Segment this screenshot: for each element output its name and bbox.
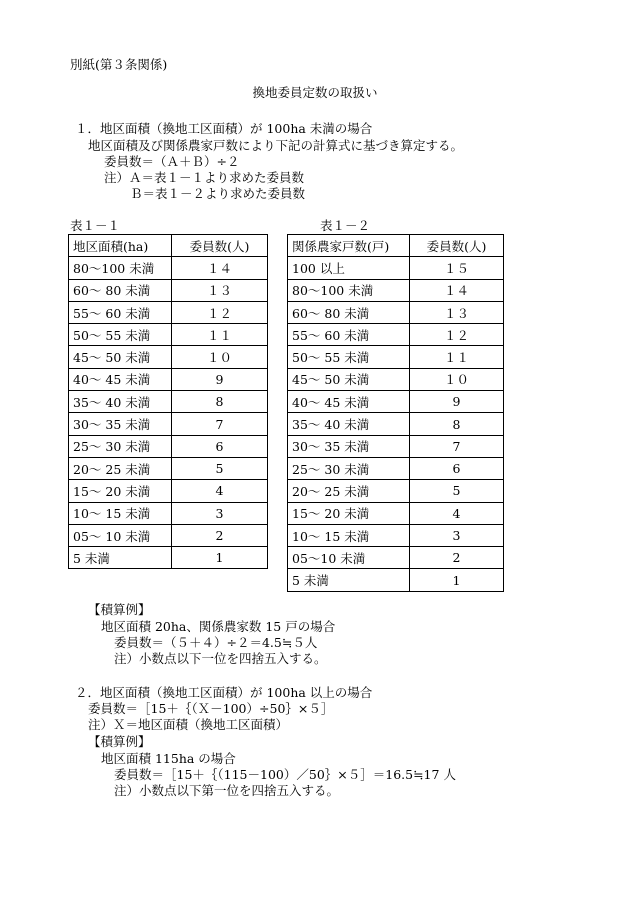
members-cell: １０ (410, 368, 504, 390)
members-cell: １０ (172, 346, 268, 368)
members-cell: １２ (172, 301, 268, 323)
table-row (288, 279, 504, 301)
example1-case: 地区面積 20ha、関係農家数 15 戸の場合 (101, 619, 336, 634)
members-cell: 8 (410, 413, 504, 435)
table-row (69, 480, 268, 502)
table1 (68, 234, 268, 569)
range-cell: 35～ 40 未満 (288, 413, 410, 435)
members-cell: １３ (172, 279, 268, 301)
members-cell: １１ (172, 324, 268, 346)
table-row (69, 368, 268, 390)
range-cell: 15～ 20 未満 (288, 502, 410, 524)
table-row (69, 279, 268, 301)
table2-caption: 表１－２ (320, 218, 371, 233)
range-cell: 45～ 50 未満 (69, 346, 172, 368)
members-cell: 1 (410, 569, 504, 591)
table-row (69, 413, 268, 435)
range-cell: 5 未満 (288, 569, 410, 591)
members-cell: 5 (172, 457, 268, 479)
members-cell: 7 (172, 413, 268, 435)
table-row (69, 457, 268, 479)
range-cell: 40～ 45 未満 (69, 368, 172, 390)
section1-formula: 委員数＝（Ａ＋Ｂ）÷２ (104, 154, 240, 169)
example2-note: 注）小数点以下第一位を四捨五入する。 (114, 783, 340, 798)
members-cell: 5 (410, 480, 504, 502)
members-cell: １５ (410, 257, 504, 279)
table-row (288, 457, 504, 479)
range-cell: 80～100 未満 (288, 279, 410, 301)
members-cell: 4 (410, 502, 504, 524)
range-cell: 25～ 30 未満 (288, 457, 410, 479)
table-row (69, 502, 268, 524)
range-cell: 80～100 未満 (69, 257, 172, 279)
annex-label: 別紙(第３条関係) (70, 57, 168, 72)
members-cell: 2 (172, 524, 268, 546)
members-cell: 4 (172, 480, 268, 502)
table-row (288, 346, 504, 368)
members-cell: 9 (410, 391, 504, 413)
section1-description: 地区面積及び関係農家戸数により下記の計算式に基づき算定する。 (88, 138, 464, 153)
range-cell: 35～ 40 未満 (69, 391, 172, 413)
members-cell: 9 (172, 368, 268, 390)
range-cell: 40～ 45 未満 (288, 391, 410, 413)
table1-header-area: 地区面積(ha) (69, 235, 172, 257)
example2-label: 【積算例】 (88, 734, 151, 749)
table1-header-members: 委員数(人) (172, 235, 268, 257)
range-cell: 20～ 25 未満 (69, 457, 172, 479)
range-cell: 30～ 35 未満 (288, 435, 410, 457)
members-cell: １４ (172, 257, 268, 279)
page-title: 換地委員定数の取扱い (252, 85, 378, 100)
table2-header-members: 委員数(人) (410, 235, 504, 257)
range-cell: 60～ 80 未満 (288, 301, 410, 323)
example2-calc: 委員数＝［15＋｛（115－100）／50｝×５］＝16.5≒17 人 (114, 767, 456, 782)
members-cell: 7 (410, 435, 504, 457)
example1-label: 【積算例】 (88, 602, 151, 617)
range-cell: 100 以上 (288, 257, 410, 279)
table-row (69, 324, 268, 346)
table-row (69, 257, 268, 279)
example1-calc: 委員数＝（５＋４）÷２＝4.5≒５人 (114, 635, 318, 650)
table-row (69, 346, 268, 368)
range-cell: 25～ 30 未満 (69, 435, 172, 457)
section1-note-b: Ｂ＝表１－２より求めた委員数 (130, 186, 306, 201)
section2-formula: 委員数＝［15＋｛（Ｘ－100）÷50｝×５］ (88, 701, 334, 716)
range-cell: 30～ 35 未満 (69, 413, 172, 435)
range-cell: 10～ 15 未満 (69, 502, 172, 524)
members-cell: １２ (410, 324, 504, 346)
table-row (288, 413, 504, 435)
table-row (288, 547, 504, 569)
range-cell: 55～ 60 未満 (69, 301, 172, 323)
members-cell: １１ (410, 346, 504, 368)
range-cell: 05～10 未満 (288, 547, 410, 569)
example1-note: 注）小数点以下一位を四捨五入する。 (114, 651, 327, 666)
range-cell: 10～ 15 未満 (288, 524, 410, 546)
table-row (69, 547, 268, 569)
range-cell: 05～ 10 未満 (69, 524, 172, 546)
table-row (288, 324, 504, 346)
members-cell: １４ (410, 279, 504, 301)
members-cell: 6 (172, 435, 268, 457)
table-row (288, 391, 504, 413)
table-row (288, 524, 504, 546)
section1-note-a: 注）Ａ＝表１－１より求めた委員数 (104, 170, 305, 185)
members-cell: 8 (172, 391, 268, 413)
table-header-row (288, 235, 504, 257)
members-cell: 3 (172, 502, 268, 524)
members-cell: 2 (410, 547, 504, 569)
table-row (288, 502, 504, 524)
table-row (288, 368, 504, 390)
range-cell: 50～ 55 未満 (69, 324, 172, 346)
table-row (69, 435, 268, 457)
range-cell: 50～ 55 未満 (288, 346, 410, 368)
members-cell: 1 (172, 547, 268, 569)
range-cell: 55～ 60 未満 (288, 324, 410, 346)
range-cell: 45～ 50 未満 (288, 368, 410, 390)
table-row (69, 391, 268, 413)
table-row (288, 435, 504, 457)
table-row (288, 569, 504, 591)
members-cell: 3 (410, 524, 504, 546)
section2-note: 注）Ｘ＝地区面積（換地工区面積） (88, 717, 289, 732)
table-row (69, 301, 268, 323)
section1-heading: １．地区面積（換地工区面積）が 100ha 未満の場合 (75, 121, 373, 136)
section2-heading: ２．地区面積（換地工区面積）が 100ha 以上の場合 (75, 685, 373, 700)
range-cell: 15～ 20 未満 (69, 480, 172, 502)
table-row (69, 524, 268, 546)
range-cell: 5 未満 (69, 547, 172, 569)
table1-caption: 表１－１ (70, 218, 121, 233)
table-row (288, 257, 504, 279)
example2-case: 地区面積 115ha の場合 (101, 751, 236, 766)
range-cell: 20～ 25 未満 (288, 480, 410, 502)
table2 (287, 234, 504, 592)
range-cell: 60～ 80 未満 (69, 279, 172, 301)
table-row (288, 301, 504, 323)
table-row (288, 480, 504, 502)
table-header-row (69, 235, 268, 257)
table2-header-households: 関係農家戸数(戸) (288, 235, 410, 257)
members-cell: １３ (410, 301, 504, 323)
members-cell: 6 (410, 457, 504, 479)
